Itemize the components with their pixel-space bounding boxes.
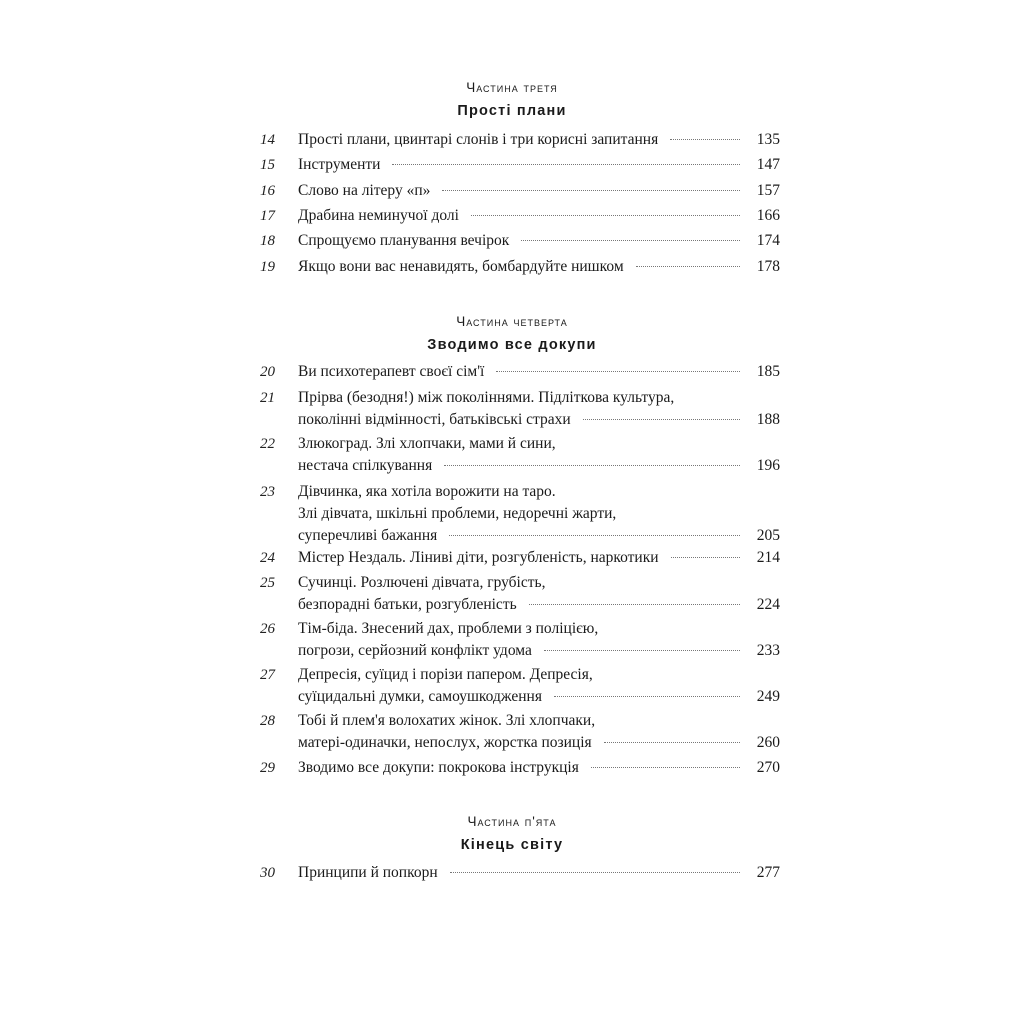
chapter-title-last-line [298, 256, 780, 278]
chapter-number: 21 [260, 390, 275, 406]
chapter-title-line: Злі дівчата, шкільні проблеми, недоречні жарти, [298, 505, 617, 522]
page-number: 188 [756, 411, 780, 428]
chapter-title [298, 862, 780, 884]
chapter-title-line: Зводимо все докупи: покрокова інструкція [298, 759, 579, 776]
chapter-title-line: Прості плани, цвинтарі слонів і три корисні запитання [298, 131, 659, 148]
chapter-title-last-line [298, 205, 780, 227]
chapter-title-last-line [298, 594, 780, 616]
chapter-title-line: Дівчинка, яка хотіла ворожити на таро. [298, 483, 556, 500]
chapter-number: 29 [260, 760, 275, 776]
chapter-title [298, 361, 780, 383]
chapter-title [298, 710, 780, 754]
chapter-title [298, 129, 780, 151]
chapter-number: 15 [260, 157, 275, 173]
chapter-title-line: Тобі й плем'я волохатих жінок. Злі хлопчаки, [298, 712, 596, 729]
chapter-title-line: суїцидальні думки, самоушкодження [298, 688, 542, 705]
chapter-number: 23 [260, 484, 275, 500]
part-label: Частина п'ята [467, 814, 557, 829]
dot-leader [604, 742, 740, 743]
chapter-title [298, 154, 780, 176]
page-number: 270 [756, 759, 780, 776]
page-number: 166 [756, 207, 780, 224]
chapter-title [298, 387, 780, 431]
chapter-title-line: Принципи й попкорн [298, 864, 438, 881]
chapter-title-line: Інструменти [298, 156, 381, 173]
dot-leader [636, 266, 740, 267]
part-label: Частина четверта [456, 314, 568, 329]
chapter-title-last-line [298, 230, 780, 252]
chapter-title-last-line [298, 640, 780, 662]
dot-leader [529, 604, 740, 605]
chapter-title-last-line [298, 757, 780, 779]
part-title: Кінець світу [460, 837, 564, 853]
chapter-title-line: погрози, серйозний конфлікт удома [298, 642, 532, 659]
chapter-number: 24 [260, 550, 275, 566]
page-number: 157 [756, 182, 780, 199]
dot-leader [449, 535, 740, 536]
chapter-number: 17 [260, 208, 275, 224]
chapter-title-last-line [298, 686, 780, 708]
chapter-number: 14 [260, 132, 275, 148]
page-number: 260 [756, 734, 780, 751]
chapter-title-line: Ви психотерапевт своєї сім'ї [298, 363, 485, 380]
chapter-title-line: Слово на літеру «п» [298, 182, 431, 199]
chapter-title-line: Якщо вони вас ненавидять, бомбардуйте нишком [298, 258, 624, 275]
page-number: 135 [756, 131, 780, 148]
chapter-number: 16 [260, 183, 275, 199]
page-number: 147 [756, 156, 780, 173]
page-number: 185 [756, 363, 780, 380]
dot-leader [442, 190, 740, 191]
chapter-number: 30 [260, 865, 275, 881]
dot-leader [450, 872, 740, 873]
page-number: 277 [756, 864, 780, 881]
chapter-number: 19 [260, 259, 275, 275]
dot-leader [471, 215, 740, 216]
page-number: 233 [756, 642, 780, 659]
chapter-title-line: Депресія, суїцид і порізи папером. Депресія, [298, 666, 593, 683]
chapter-title-last-line [298, 154, 780, 176]
page-number: 214 [756, 549, 780, 566]
chapter-title-line: матері-одиначки, непослух, жорстка позиція [298, 734, 592, 751]
chapter-title [298, 664, 780, 708]
chapter-title-line: поколінні відмінності, батьківські страхи [298, 411, 571, 428]
page-number: 196 [756, 457, 780, 474]
chapter-title [298, 618, 780, 662]
chapter-title [298, 547, 780, 569]
chapter-title-line: Спрощуємо планування вечірок [298, 232, 510, 249]
chapter-number: 22 [260, 436, 275, 452]
chapter-title [298, 433, 780, 477]
dot-leader [544, 650, 740, 651]
chapter-title-last-line [298, 180, 780, 202]
chapter-title-last-line [298, 409, 780, 431]
chapter-title-line: Тім-біда. Знесений дах, проблеми з поліцією, [298, 620, 599, 637]
dot-leader [671, 557, 740, 558]
chapter-title-line: Драбина неминучої долі [298, 207, 459, 224]
part-heading [0, 814, 1024, 854]
chapter-number: 28 [260, 713, 275, 729]
chapter-title-line: Злюкоград. Злі хлопчаки, мами й сини, [298, 435, 556, 452]
chapter-title-last-line [298, 547, 780, 569]
chapter-title [298, 572, 780, 616]
chapter-title-line: суперечливі бажання [298, 527, 438, 544]
part-heading [0, 80, 1024, 120]
chapter-title [298, 230, 780, 252]
chapter-title-last-line [298, 361, 780, 383]
chapter-number: 20 [260, 364, 275, 380]
chapter-number: 25 [260, 575, 275, 591]
chapter-title-line: безпорадні батьки, розгубленість [298, 596, 517, 613]
chapter-title-last-line [298, 732, 780, 754]
dot-leader [444, 465, 740, 466]
page-number: 249 [756, 688, 780, 705]
page-number: 178 [756, 258, 780, 275]
chapter-title [298, 205, 780, 227]
dot-leader [496, 371, 740, 372]
part-label: Частина третя [466, 80, 558, 95]
chapter-title-line: Містер Нездаль. Ліниві діти, розгубленість, наркотики [298, 549, 659, 566]
chapter-title-line: нестача спілкування [298, 457, 433, 474]
chapter-number: 27 [260, 667, 275, 683]
part-heading [0, 314, 1024, 354]
chapter-title-line: Прірва (безодня!) між поколіннями. Підліткова культура, [298, 389, 675, 406]
chapter-title [298, 757, 780, 779]
chapter-title-last-line [298, 525, 780, 547]
dot-leader [521, 240, 740, 241]
dot-leader [583, 419, 740, 420]
page-number: 174 [756, 232, 780, 249]
chapter-title-last-line [298, 862, 780, 884]
chapter-title-last-line [298, 455, 780, 477]
chapter-title [298, 256, 780, 278]
page-number: 205 [756, 527, 780, 544]
dot-leader [670, 139, 740, 140]
dot-leader [591, 767, 740, 768]
page-number: 224 [756, 596, 780, 613]
chapter-number: 26 [260, 621, 275, 637]
dot-leader [392, 164, 740, 165]
chapter-title-line: Сучинці. Розлючені дівчата, грубість, [298, 574, 546, 591]
dot-leader [554, 696, 740, 697]
part-title: Зводимо все докупи [427, 337, 597, 353]
chapter-number: 18 [260, 233, 275, 249]
chapter-title [298, 180, 780, 202]
part-title: Прості плани [457, 103, 567, 119]
chapter-title-last-line [298, 129, 780, 151]
chapter-title [298, 481, 780, 547]
